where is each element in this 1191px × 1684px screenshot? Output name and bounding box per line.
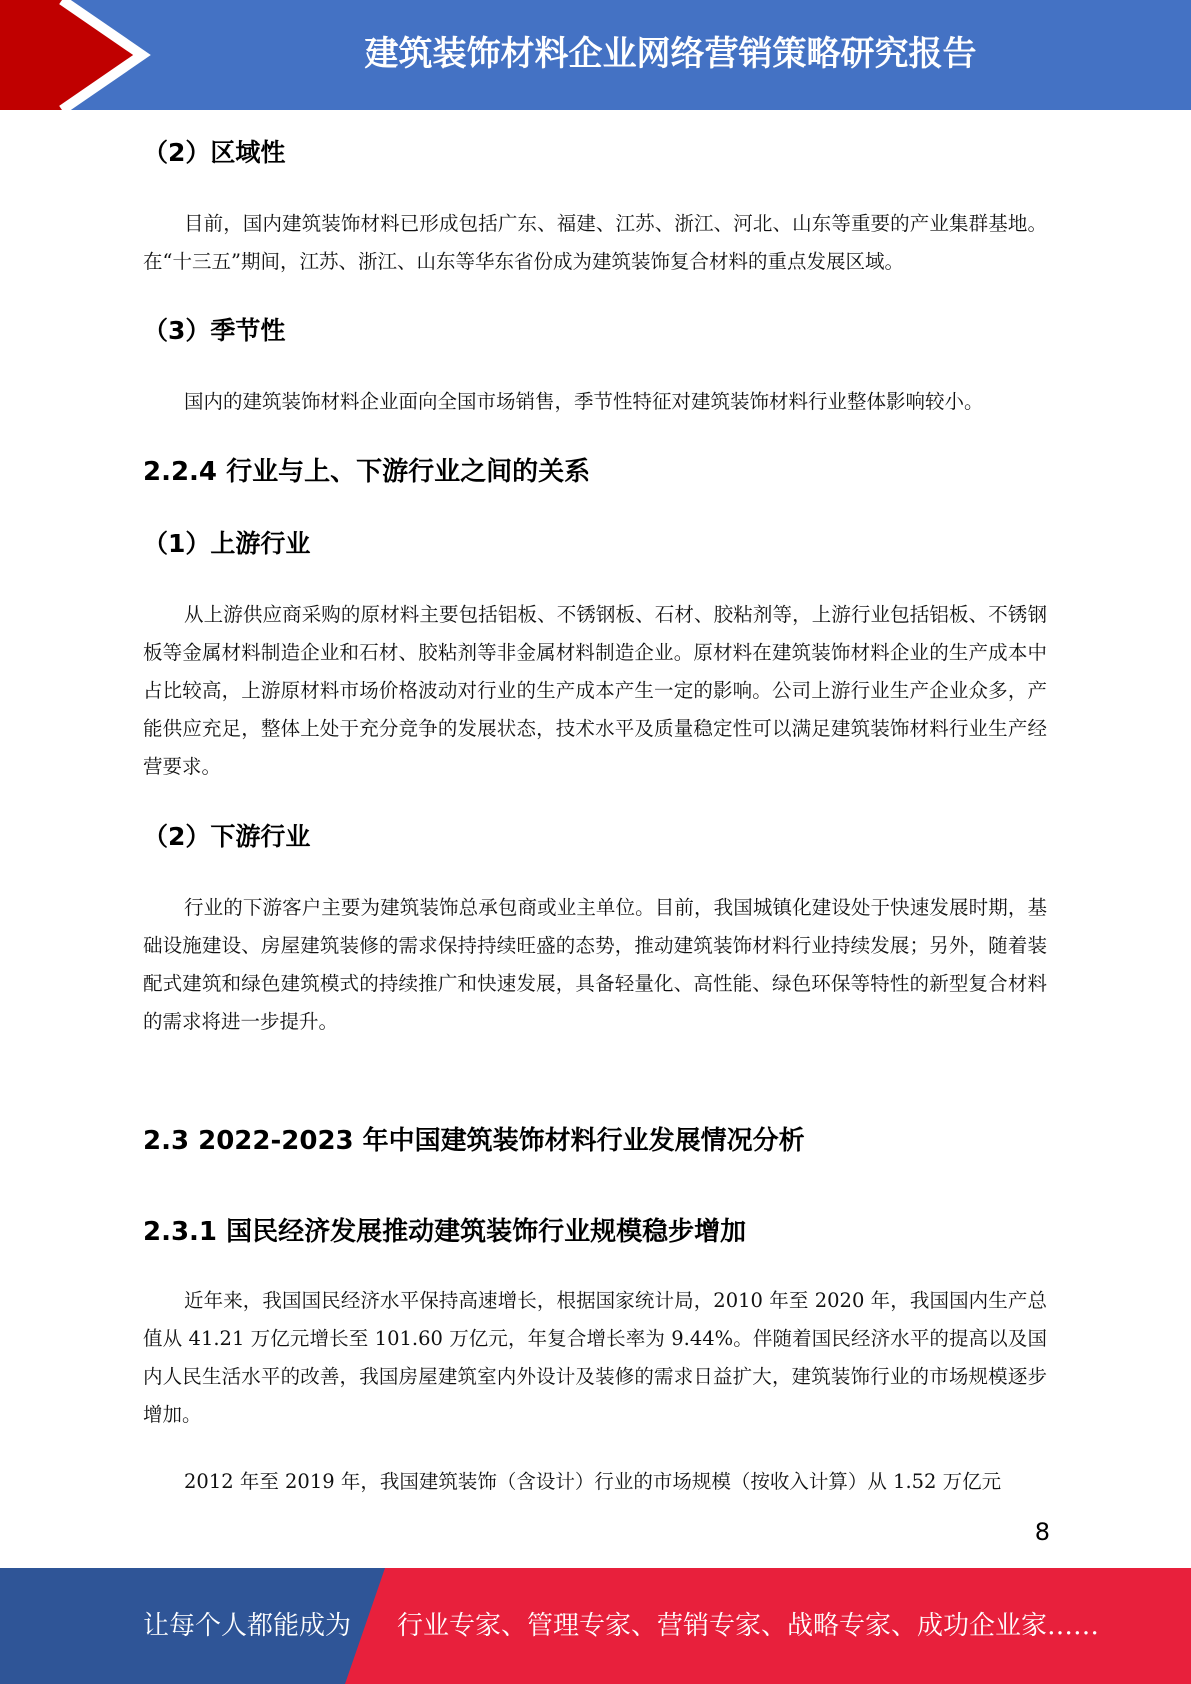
- heading-regional: （2）区域性: [143, 138, 286, 167]
- paragraph-regional: 目前，国内建筑装饰材料已形成包括广东、福建、江苏、浙江、河北、山东等重要的产业集群基地。在“十三五”期间，江苏、浙江、山东等华东省份成为建筑装饰复合材料的重点发展区域。: [143, 212, 1047, 273]
- heading-upstream: （1）上游行业: [143, 529, 311, 558]
- paragraph-upstream: 从上游供应商采购的原材料主要包括铝板、不锈钢板、石材、胶粘剂等，上游行业包括铝板、不锈钢板等金属材料制造企业和石材、胶粘剂等非金属材料制造企业。原材料在建筑装饰材料企业的生产成本中占比较高，上游原材料市场价格波动对行业的生产成本产生一定的影响。公司上游行业生产企业众多，产能供应充足，整体上处于充分竞争的发展状态，技术水平及质量稳定性可以满足建筑装饰材料行业生产经营要求。: [143, 603, 1047, 778]
- page-number: 8: [1034, 1518, 1050, 1546]
- page-footer: [0, 1568, 1191, 1684]
- page-header: [0, 0, 1191, 110]
- paragraph-market-scale: 2012 年至 2019 年，我国建筑装饰（含设计）行业的市场规模（按收入计算）从 1.52 万亿元: [184, 1470, 1002, 1493]
- heading-2-3-1: 2.3.1 国民经济发展推动建筑装饰行业规模稳步增加: [143, 1217, 747, 1247]
- report-title: 建筑装饰材料企业网络营销策略研究报告: [364, 34, 977, 74]
- paragraph-downstream: 行业的下游客户主要为建筑装饰总承包商或业主单位。目前，我国城镇化建设处于快速发展时期，基础设施建设、房屋建筑装修的需求保持持续旺盛的态势，推动建筑装饰材料行业持续发展；另外，随着装配式建筑和绿色建筑模式的持续推广和快速发展，具备轻量化、高性能、绿色环保等特性的新型复合材料的需求将进一步提升。: [143, 896, 1047, 1033]
- heading-downstream: （2）下游行业: [143, 822, 311, 851]
- paragraph-seasonal: 国内的建筑装饰材料企业面向全国市场销售，季节性特征对建筑装饰材料行业整体影响较小。: [184, 390, 984, 413]
- paragraph-economy: 近年来，我国国民经济水平保持高速增长，根据国家统计局，2010 年至 2020 年，我国国内生产总值从 41.21 万亿元增长至 101.60 万亿元，年复合增长率为 9.44%。伴随着国民经济水平的提高以及国内人民生活水平的改善，我国房屋建筑室内外设计及装修的需求日益扩大，建筑装饰行业的市场规模逐步增加。: [143, 1289, 1047, 1426]
- heading-seasonal: （3）季节性: [143, 316, 286, 345]
- footer-slogan-left: 让每个人都能成为: [143, 1611, 352, 1641]
- footer-slogan-right: 行业专家、管理专家、营销专家、战略专家、成功企业家……: [397, 1611, 1100, 1641]
- heading-2-3: 2.3 2022-2023 年中国建筑装饰材料行业发展情况分析: [143, 1126, 805, 1156]
- heading-2-2-4: 2.2.4 行业与上、下游行业之间的关系: [143, 457, 591, 487]
